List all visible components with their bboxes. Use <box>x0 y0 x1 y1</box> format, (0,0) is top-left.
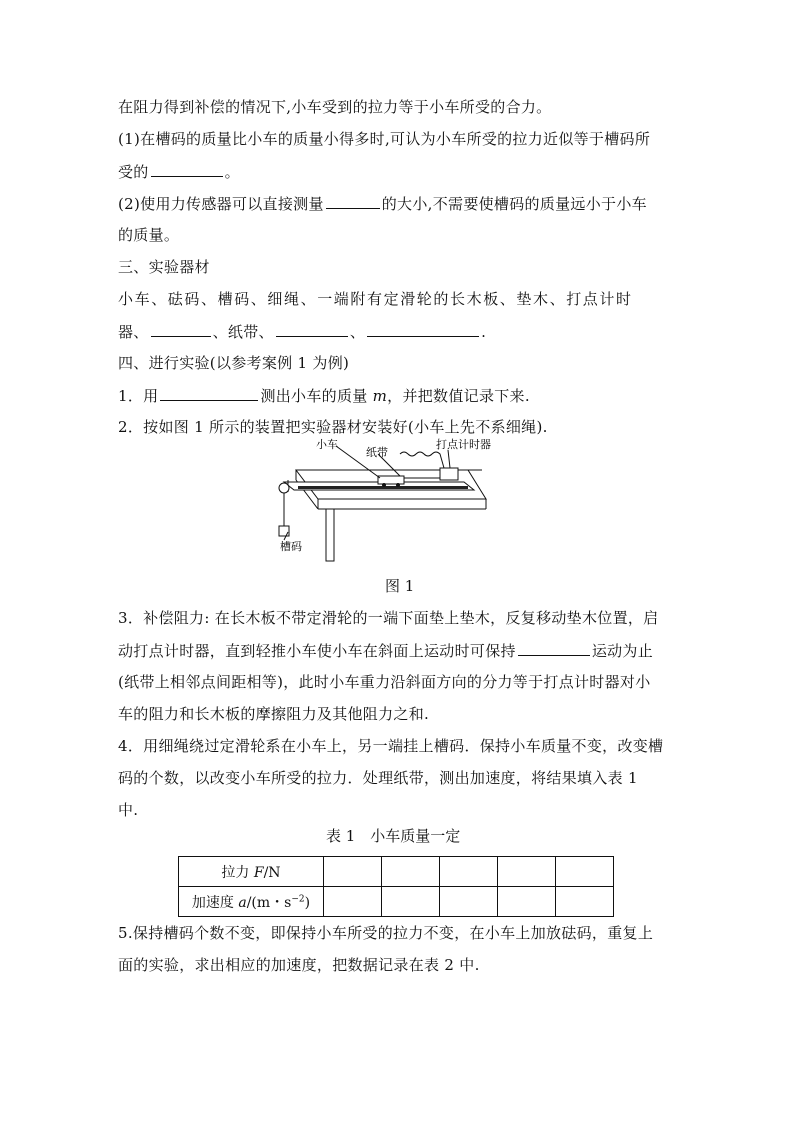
label-timer: 打点计时器 <box>436 438 491 451</box>
table-leg <box>326 509 334 561</box>
answer-blank-4[interactable] <box>276 321 348 337</box>
step3-text-end: 运动为止 <box>591 642 654 660</box>
step5-line2: 面的实验，求出相应的加速度，把数据记录在表 2 中. <box>118 956 480 974</box>
step2-line: 2．按如图 1 所示的装置把实验器材安装好(小车上先不系细绳). <box>118 418 548 436</box>
label-tape: 纸带 <box>366 446 388 459</box>
step3-line4: 车的阻力和长木板的摩擦阻力及其他阻力之和. <box>118 705 430 723</box>
materials-line1: 小车、砝码、槽码、细绳、一端附有定滑轮的长木板、垫木、打点计时 <box>118 290 633 308</box>
figure-caption: 图 1 <box>385 577 415 595</box>
section3-heading: 三、实验器材 <box>118 258 210 276</box>
table-cell[interactable] <box>324 857 382 887</box>
answer-blank-5[interactable] <box>367 321 479 337</box>
table-cell[interactable] <box>498 887 556 917</box>
section4-heading: 四、进行实验(以参考案例 1 为例) <box>118 354 350 372</box>
item1-line2 <box>118 161 240 182</box>
table1 <box>178 856 614 917</box>
item2-text-end: 的大小,不需要使槽码的质量远小于小车 <box>381 195 647 213</box>
label-weight: 槽码 <box>280 540 302 553</box>
hanging-weight <box>279 526 289 536</box>
answer-blank-7[interactable] <box>518 640 590 656</box>
materials-text-d: . <box>481 323 487 341</box>
step1-text: 1．用 <box>118 387 159 405</box>
table-cell[interactable] <box>382 857 440 887</box>
answer-blank-1[interactable] <box>151 161 223 177</box>
materials-line2 <box>118 321 486 342</box>
apparatus-figure <box>268 436 498 564</box>
item1-line1: (1)在槽码的质量比小车的质量小得多时,可认为小车所受的拉力近似等于槽码所 <box>118 130 651 148</box>
table-cell[interactable] <box>382 887 440 917</box>
table-cell[interactable] <box>556 887 614 917</box>
table-cell[interactable] <box>324 887 382 917</box>
table-cell[interactable] <box>440 887 498 917</box>
step1-var-m: m <box>372 387 388 405</box>
materials-text-a: 器、 <box>118 323 149 341</box>
materials-text-b: 、纸带、 <box>212 323 274 341</box>
step1-line <box>118 385 530 406</box>
table-cell[interactable] <box>498 857 556 887</box>
timer-box <box>440 468 458 480</box>
step3-line2 <box>118 640 653 661</box>
item2-line1 <box>118 193 647 214</box>
row-header-force: 拉力 F/N <box>179 857 324 887</box>
table-cell[interactable] <box>440 857 498 887</box>
step1-text-mid: 测出小车的质量 <box>260 387 373 405</box>
intro-line: 在阻力得到补偿的情况下,小车受到的拉力等于小车所受的合力。 <box>118 98 552 116</box>
car-body <box>378 476 404 484</box>
step3-text: 动打点计时器，直到轻推小车使小车在斜面上运动时可保持 <box>118 642 516 660</box>
step4-line3: 中. <box>118 801 139 819</box>
step5-line1: 5.保持槽码个数不变，即保持小车所受的拉力不变，在小车上加放砝码，重复上 <box>118 924 654 942</box>
step4-line2: 码的个数，以改变小车所受的拉力．处理纸带，测出加速度，将结果填入表 1 <box>118 769 638 787</box>
step4-line1: 4．用细绳绕过定滑轮系在小车上，另一端挂上槽码．保持小车质量不变，改变槽 <box>118 737 664 755</box>
answer-blank-2[interactable] <box>326 193 380 209</box>
answer-blank-6[interactable] <box>160 385 258 401</box>
item2-line2: 的质量。 <box>118 226 180 244</box>
item2-text: (2)使用力传感器可以直接测量 <box>118 195 324 213</box>
label-car: 小车 <box>316 438 338 451</box>
table1-caption: 表 1 小车质量一定 <box>326 827 461 845</box>
step1-text-end: ，并把数值记录下来. <box>387 387 530 405</box>
timer-wire <box>400 452 444 468</box>
materials-text-c: 、 <box>349 323 366 341</box>
table-cell[interactable] <box>556 857 614 887</box>
row-header-acceleration: 加速度 a/(m・$s^{-2}$) <box>179 887 324 917</box>
item1-text: 受的 <box>118 163 149 181</box>
answer-blank-3[interactable] <box>151 321 211 337</box>
pulley <box>279 483 289 493</box>
step3-line1: 3．补偿阻力: 在长木板不带定滑轮的一端下面垫上垫木，反复移动垫木位置，启 <box>118 609 659 627</box>
item1-end: 。 <box>224 163 240 181</box>
table-row <box>179 887 614 917</box>
table-row <box>179 857 614 887</box>
step3-line3: (纸带上相邻点间距相等)，此时小车重力沿斜面方向的分力等于打点计时器对小 <box>118 673 651 691</box>
